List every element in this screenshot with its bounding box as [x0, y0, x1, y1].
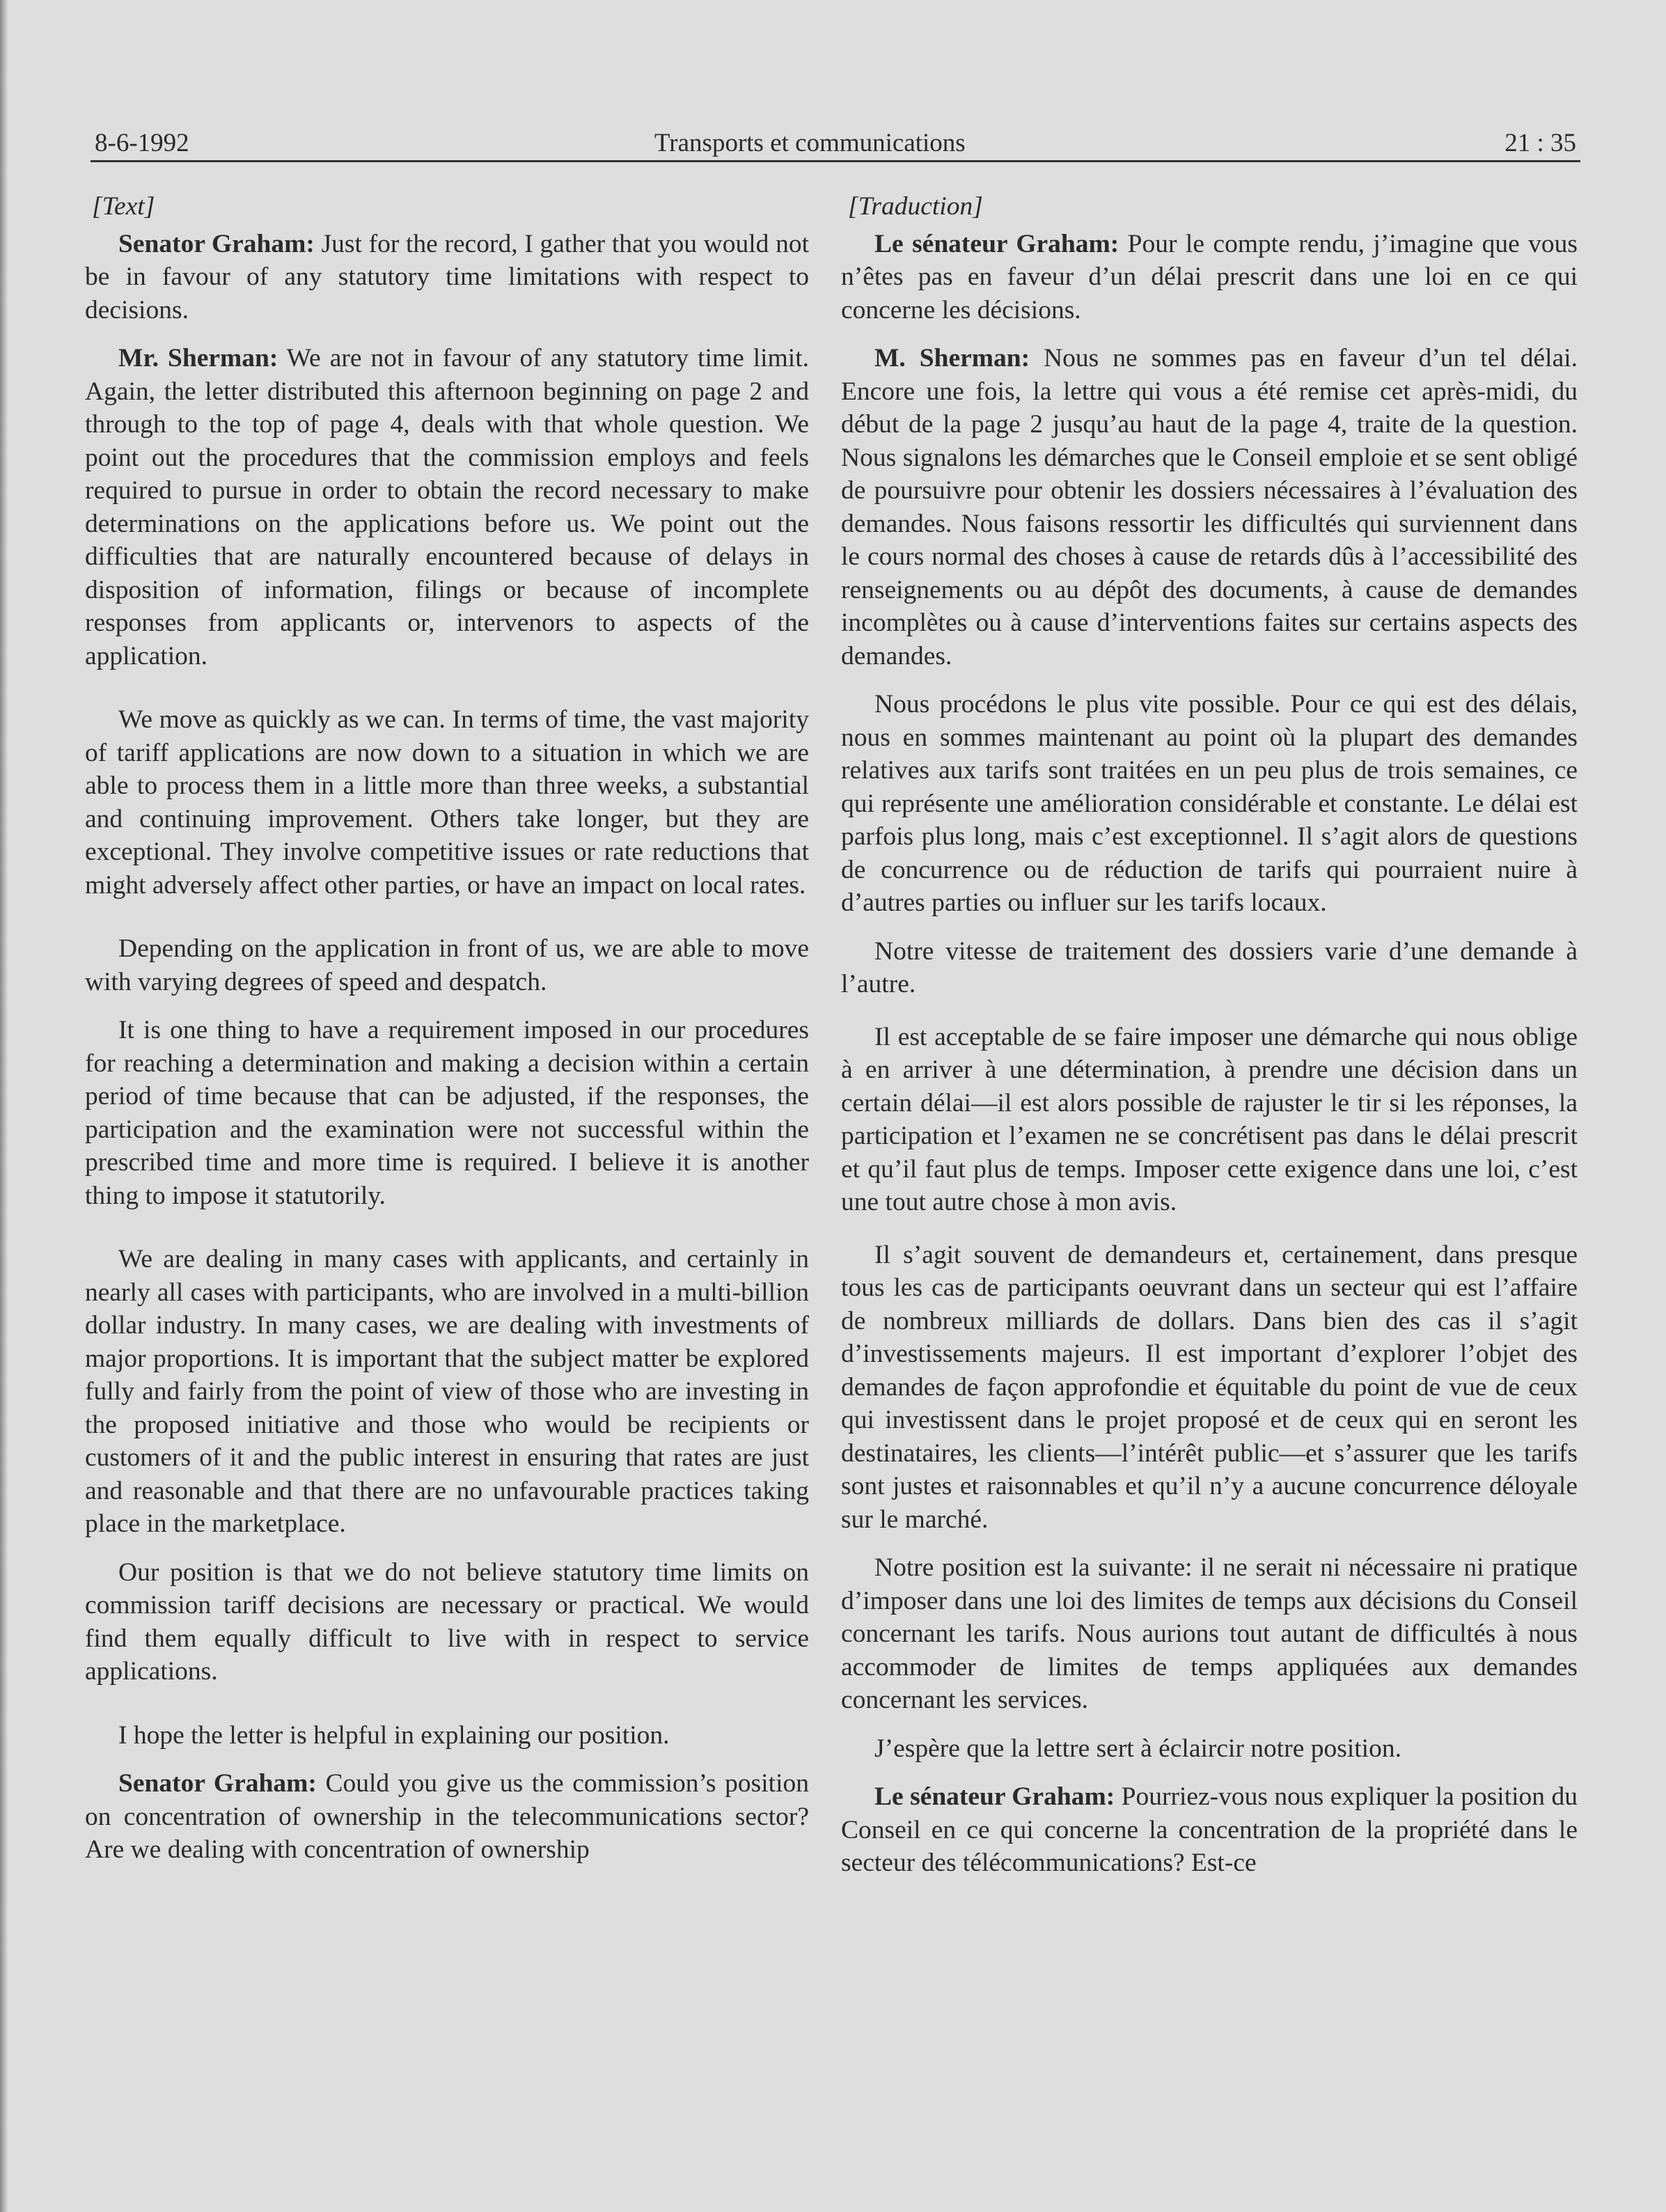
french-paragraph-5: Il est acceptable de se faire imposer une démarche qui nous oblige à en arriver à une détermination, à prendre une décision dans un certain délai—il est alors possible de rajuster le tir si les réponses, la participation et l’examen ne se concrétisent pas dans le délai prescrit et qu’il faut plus de temps. Imposer cette exigence dans une loi, c’est une tout autre chose à mon avis.	[841, 1022, 1578, 1216]
english-paragraph-2	[85, 342, 809, 673]
speaker-name: Senator Graham:	[118, 1769, 317, 1798]
french-paragraph-9	[841, 1780, 1578, 1880]
english-column	[85, 190, 809, 1882]
paragraph-text: Nous ne sommes pas en faveur d’un tel délai. Encore une fois, la lettre qui vous a été remise cet après-midi, du début de la page 2 jusqu’au haut de la page 4, traite de la question. Nous signalons les démarches que le Conseil emploie et se sent obligé de poursuivre pour obtenir les dossiers nécessaires à l’évaluation des demandes. Nous faisons ressortir les difficultés qui surviennent dans le cours normal des choses à cause de retards dûs à l’accessibilité des renseignements ou au dépôt des documents, à cause de demandes incomplètes ou à cause d’interventions faites sur certains aspects des demandes.	[841, 344, 1578, 670]
english-label: [Text]	[92, 192, 155, 221]
speaker-name: Le sénateur Graham:	[874, 1782, 1115, 1811]
page-binding-edge	[0, 0, 8, 2212]
header-title: Transports et communications	[654, 129, 966, 157]
french-label: [Traduction]	[848, 192, 983, 221]
french-paragraph-4: Notre vitesse de traitement des dossiers varie d’une demande à l’autre.	[841, 936, 1578, 998]
french-paragraph-8: J’espère que la lettre sert à éclaircir notre position.	[874, 1734, 1401, 1763]
french-paragraph-3: Nous procédons le plus vite possible. Pour ce qui est des délais, nous en sommes maintenant au point où la plupart des demandes relatives aux tarifs sont traitées en un peu plus de trois semaines, ce qui représente une amélioration considérable et constante. Le délai est parfois plus long, mais c’est exceptionnel. Il s’agit alors de questions de concurrence ou de réduction de tarifs qui pourraient nuire à d’autres parties ou influer sur les tarifs locaux.	[841, 690, 1578, 917]
speaker-name: Le sénateur Graham:	[874, 229, 1119, 258]
french-paragraph-1	[841, 228, 1578, 327]
english-paragraph-5: It is one thing to have a requirement imposed in our procedures for reaching a determination and making a decision within a certain period of time because that can be adjusted, if the responses, the participation and the examination were not successful within the prescribed time and more time is required. I believe it is another thing to impose it statutorily.	[85, 1016, 809, 1210]
english-paragraph-9	[85, 1767, 809, 1867]
paragraph-text: Just for the record, I gather that you would not be in favour of any statutory time limitations with respect to decisions.	[85, 229, 809, 324]
speaker-name: Senator Graham:	[118, 229, 315, 258]
english-paragraph-7: Our position is that we do not believe statutory time limits on commission tariff decisions are necessary or practical. We would find them equally difficult to live with in respect to service applications.	[85, 1558, 809, 1686]
speaker-name: Mr. Sherman:	[118, 344, 278, 372]
french-paragraph-2	[841, 342, 1578, 673]
english-paragraph-8: I hope the letter is helpful in explaining our position.	[118, 1720, 670, 1750]
english-paragraph-1	[85, 228, 809, 327]
paragraph-text: Pour le compte rendu, j’imagine que vous n’êtes pas en faveur d’un délai prescrit dans une loi en ce qui concerne les décisions.	[841, 229, 1578, 324]
english-paragraph-6: We are dealing in many cases with applicants, and certainly in nearly all cases with participants, who are involved in a multi-billion dollar industry. In many cases, we are dealing with investments of major proportions. It is important that the subject matter be explored fully and fairly from the point of view of those who are investing in the proposed initiative and those who would be recipients or customers of it and the public interest in ensuring that rates are just and reasonable and that there are no unfavourable practices taking place in the marketplace.	[85, 1245, 809, 1538]
english-paragraph-3: We move as quickly as we can. In terms of time, the vast majority of tariff applications are now down to a situation in which we are able to process them in a little more than three weeks, a substantial and continuing improvement. Others take longer, but they are exceptional. They involve competitive issues or rate reductions that might adversely affect other parties, or have an impact on local rates.	[85, 705, 809, 900]
english-paragraph-4: Depending on the application in front of us, we are able to move with varying degrees of speed and despatch.	[85, 934, 809, 996]
speaker-name: M. Sherman:	[874, 344, 1030, 372]
french-column	[841, 190, 1578, 1895]
header-page-number: 21 : 35	[1504, 129, 1576, 157]
header-date: 8-6-1992	[95, 129, 189, 157]
french-paragraph-7: Notre position est la suivante: il ne serait ni nécessaire ni pratique d’imposer dans une loi des limites de temps aux décisions du Conseil concernant les tarifs. Nous aurions tout autant de difficultés à nous accommoder de limites de temps appliquées aux demandes concernant les services.	[841, 1553, 1578, 1714]
page-header	[91, 117, 1580, 162]
french-paragraph-6: Il s’agit souvent de demandeurs et, certainement, dans presque tous les cas de participants oeuvrant dans un secteur qui est l’affaire de nombreux milliards de dollars. Dans bien des cas il s’agit d’investissements majeurs. Il est important d’explorer l’objet des demandes de façon approfondie et équitable du point de vue de ceux qui investissent dans le projet proposé et de ceux qui en seront les destinataires, les clients—l’intérêt public—et s’assurer que les tarifs sont justes et raisonnables et qu’il n’y a aucune concurrence déloyale sur le marché.	[841, 1240, 1578, 1534]
paragraph-text: Pourriez-vous nous expliquer la position du Conseil en ce qui concerne la concentration de la propriété dans le secteur des télécommunications? Est-ce	[841, 1782, 1578, 1877]
paragraph-text: Could you give us the commission’s position on concentration of ownership in the telecommunications sector? Are we dealing with concentration of ownership	[85, 1769, 809, 1864]
paragraph-text: We are not in favour of any statutory time limit. Again, the letter distributed this afternoon beginning on page 2 and through to the top of page 4, deals with that whole question. We point out the procedures that the commission employs and feels required to pursue in order to obtain the record necessary to make determinations on the applications before us. We point out the difficulties that are naturally encountered because of delays in disposition of information, filings or because of incomplete responses from applicants or, intervenors to aspects of the application.	[85, 344, 809, 670]
